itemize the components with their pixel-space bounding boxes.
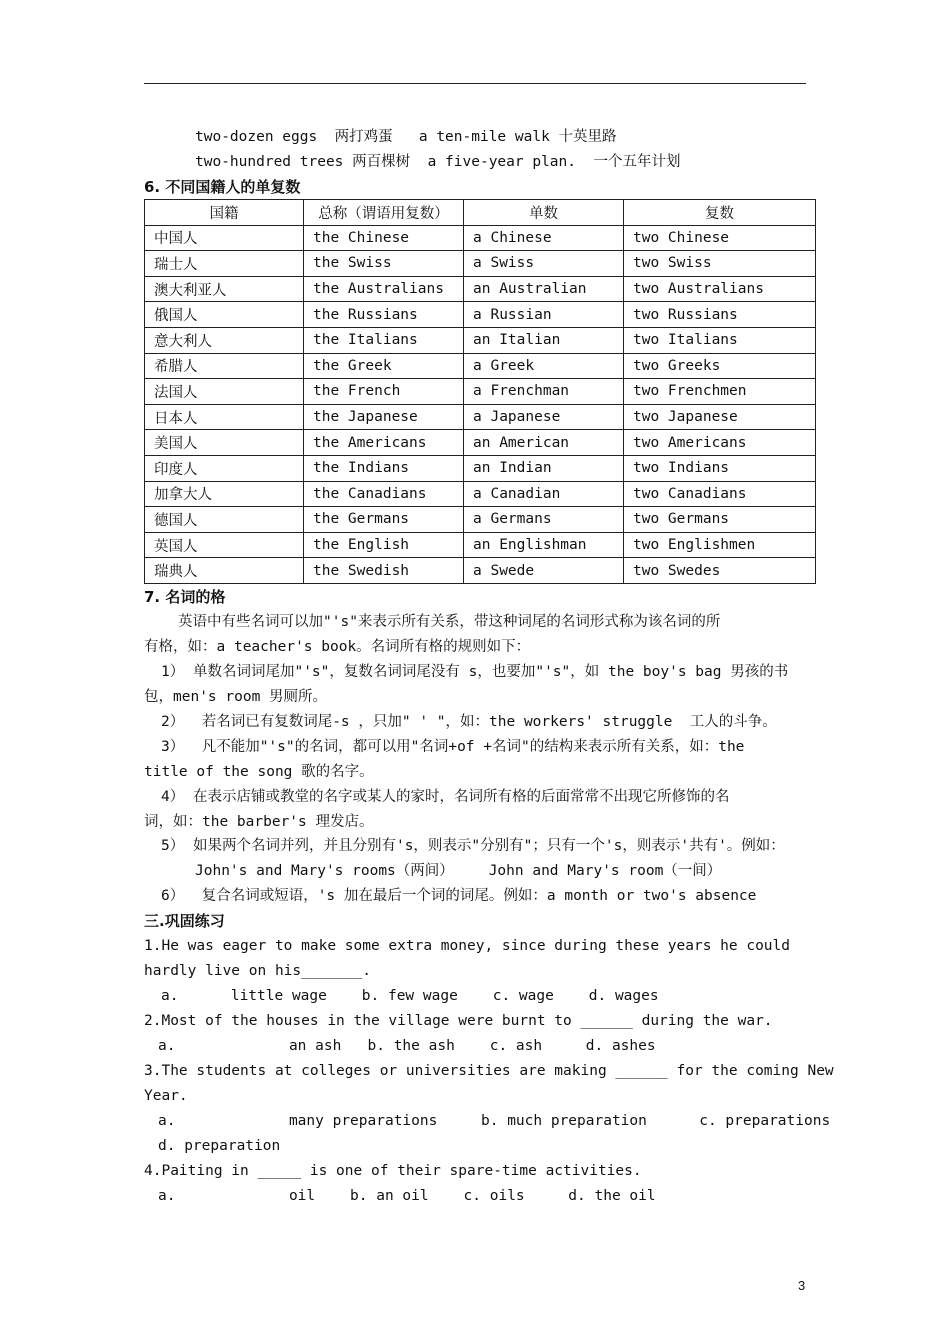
table-cell: the Canadians — [304, 481, 464, 507]
question-2-options: a. an ash b. the ash c. ash d. ashes — [158, 1038, 656, 1054]
paragraph-line: 英语中有些名词可以加"'s"来表示所有关系，带这种词尾的名词形式称为该名词的所 — [178, 614, 721, 630]
table-cell: two Canadians — [624, 481, 816, 507]
question-3-line: 3.The students at colleges or universities are making ______ for the coming New — [144, 1063, 834, 1079]
table-cell: two Germans — [624, 507, 816, 533]
table-row — [145, 353, 816, 379]
table-cell: 瑞士人 — [145, 251, 304, 277]
question-3-line: Year. — [144, 1088, 188, 1104]
question-4-line: 4.Paiting in _____ is one of their spare-time activities. — [144, 1163, 642, 1179]
table-cell: the Chinese — [304, 225, 464, 251]
table-cell: 希腊人 — [145, 353, 304, 379]
table-cell: 美国人 — [145, 430, 304, 456]
rule-6-line: 6） 复合名词或短语，'s 加在最后一个词的词尾。例如：a month or two's absence — [161, 888, 757, 904]
table-cell: an Italian — [464, 327, 624, 353]
table-cell: 英国人 — [145, 532, 304, 558]
table-row — [145, 507, 816, 533]
table-cell: the Indians — [304, 455, 464, 481]
table-cell: the Italians — [304, 327, 464, 353]
column-header: 国籍 — [145, 200, 304, 226]
example-line-2: two-hundred trees 两百棵树 a five-year plan. 一个五年计划 — [195, 154, 681, 170]
table-cell: two Frenchmen — [624, 379, 816, 405]
table-cell: two Chinese — [624, 225, 816, 251]
table-cell: two Russians — [624, 302, 816, 328]
table-row — [145, 430, 816, 456]
table-cell: a Frenchman — [464, 379, 624, 405]
table-cell: 俄国人 — [145, 302, 304, 328]
table-cell: two Englishmen — [624, 532, 816, 558]
table-cell: 印度人 — [145, 455, 304, 481]
rule-4-line: 4） 在表示店铺或教堂的名字或某人的家时，名词所有格的后面常常不出现它所修饰的名 — [161, 789, 730, 805]
table-cell: a Japanese — [464, 404, 624, 430]
table-cell: a Canadian — [464, 481, 624, 507]
table-cell: 德国人 — [145, 507, 304, 533]
section6-heading: 6. 不同国籍人的单复数 — [144, 178, 301, 196]
table-cell: 澳大利亚人 — [145, 276, 304, 302]
question-1-line: 1.He was eager to make some extra money, since during these years he could — [144, 938, 791, 954]
question-3-options: a. many preparations b. much preparation c. preparations — [158, 1113, 831, 1129]
example-line-1: two-dozen eggs 两打鸡蛋 a ten-mile walk 十英里路 — [195, 129, 617, 145]
table-cell: two Swedes — [624, 558, 816, 584]
table-cell: a Russian — [464, 302, 624, 328]
table-cell: 加拿大人 — [145, 481, 304, 507]
table-cell: a Greek — [464, 353, 624, 379]
table-row — [145, 404, 816, 430]
table-cell: an American — [464, 430, 624, 456]
table-cell: the French — [304, 379, 464, 405]
rule-1-line: 包，men's room 男厕所。 — [144, 689, 328, 705]
table-cell: the Russians — [304, 302, 464, 328]
table-cell: the Americans — [304, 430, 464, 456]
column-header: 总称（谓语用复数） — [304, 200, 464, 226]
rule-1-line: 1） 单数名词词尾加"'s"，复数名词词尾没有 s，也要加"'s"，如 the boy's bag 男孩的书 — [161, 664, 789, 680]
column-header: 复数 — [624, 200, 816, 226]
table-row — [145, 327, 816, 353]
table-row — [145, 225, 816, 251]
table-header-row — [145, 200, 816, 226]
page-number: 3 — [798, 1278, 806, 1293]
table-row — [145, 481, 816, 507]
table-row — [145, 455, 816, 481]
table-cell: an Australian — [464, 276, 624, 302]
rule-2-line: 2） 若名词已有复数词尾-s ，只加" ' "，如：the workers' struggle 工人的斗争。 — [161, 714, 777, 730]
table-row — [145, 558, 816, 584]
header-rule — [144, 83, 806, 84]
table-cell: two Swiss — [624, 251, 816, 277]
table-row — [145, 276, 816, 302]
table-cell: the Swedish — [304, 558, 464, 584]
paragraph-line: 有格，如：a teacher's book。名词所有格的规则如下： — [144, 639, 531, 655]
table-row — [145, 251, 816, 277]
table-cell: the Australians — [304, 276, 464, 302]
table-cell: a Swede — [464, 558, 624, 584]
question-1-line: hardly live on his_______. — [144, 963, 371, 979]
table-cell: two Australians — [624, 276, 816, 302]
table-cell: the Japanese — [304, 404, 464, 430]
table-cell: a Chinese — [464, 225, 624, 251]
table-cell: a Swiss — [464, 251, 624, 277]
table-cell: two Americans — [624, 430, 816, 456]
table-cell: the Greek — [304, 353, 464, 379]
rule-5-line: 5） 如果两个名词并列，并且分别有's，则表示"分别有"；只有一个's，则表示'共有'。例如： — [161, 838, 785, 854]
table-cell: a Germans — [464, 507, 624, 533]
table-cell: the Swiss — [304, 251, 464, 277]
rule-3-line: title of the song 歌的名字。 — [144, 764, 374, 780]
question-3-options: d. preparation — [158, 1138, 281, 1154]
table-cell: two Italians — [624, 327, 816, 353]
rule-4-line: 词，如：the barber's 理发店。 — [144, 814, 374, 830]
rule-5-line: John's and Mary's rooms（两间） John and Mary's room（一间） — [195, 863, 722, 879]
table-cell: 瑞典人 — [145, 558, 304, 584]
table-row — [145, 379, 816, 405]
rule-3-line: 3） 凡不能加"'s"的名词，都可以用"名词+of +名词"的结构来表示所有关系，如：the — [161, 739, 745, 755]
question-1-options: a. little wage b. few wage c. wage d. wages — [161, 988, 659, 1004]
table-cell: the Germans — [304, 507, 464, 533]
table-cell: the English — [304, 532, 464, 558]
question-2-line: 2.Most of the houses in the village were burnt to ______ during the war. — [144, 1013, 773, 1029]
table-cell: 中国人 — [145, 225, 304, 251]
table-cell: an Indian — [464, 455, 624, 481]
table-cell: two Indians — [624, 455, 816, 481]
nationality-table — [144, 199, 816, 584]
table-cell: an Englishman — [464, 532, 624, 558]
table-cell: two Greeks — [624, 353, 816, 379]
table-cell: 日本人 — [145, 404, 304, 430]
question-4-options: a. oil b. an oil c. oils d. the oil — [158, 1188, 656, 1204]
table-row — [145, 302, 816, 328]
section7-heading: 7. 名词的格 — [144, 588, 226, 606]
table-row — [145, 532, 816, 558]
exercises-heading: 三.巩固练习 — [144, 912, 225, 930]
table-cell: 法国人 — [145, 379, 304, 405]
table-cell: 意大利人 — [145, 327, 304, 353]
table-cell: two Japanese — [624, 404, 816, 430]
column-header: 单数 — [464, 200, 624, 226]
